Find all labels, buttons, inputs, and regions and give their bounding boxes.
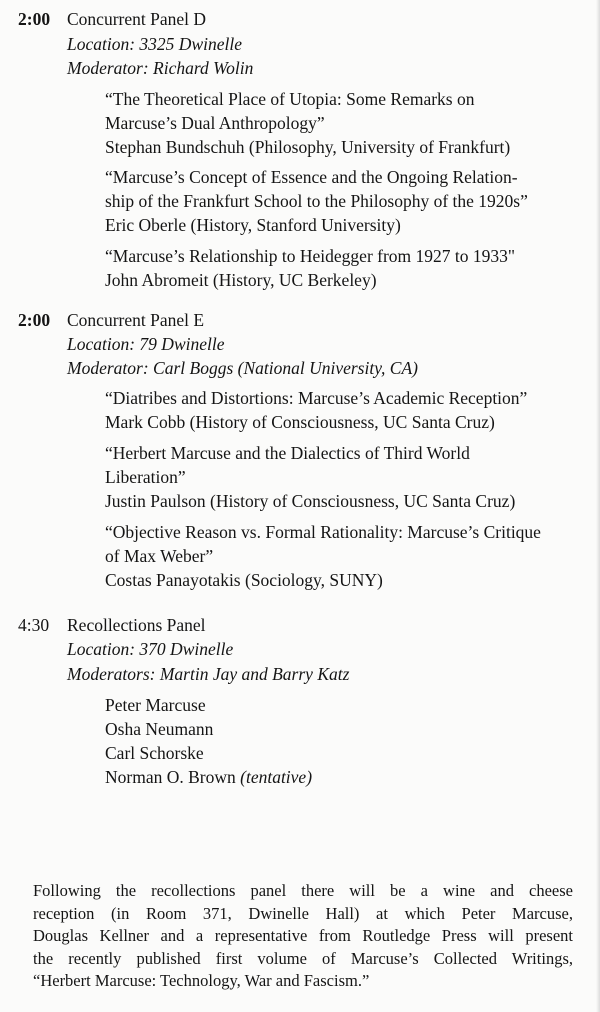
participant: Carl Schorske <box>105 743 204 763</box>
talk-speaker: Mark Cobb (History of Consciousness, UC Santa Cruz) <box>105 412 495 432</box>
panel-d-title: Concurrent Panel D <box>67 9 206 29</box>
panel-recollections-title: Recollections Panel <box>67 615 206 635</box>
closing-paragraph <box>33 880 573 993</box>
panel-e-title: Concurrent Panel E <box>67 310 205 330</box>
panel-e-time: 2:00 <box>18 310 51 330</box>
participant-with-note <box>105 766 312 788</box>
talk-title-line: Liberation” <box>105 467 186 487</box>
closing-line: reception (in Room 371, Dwinelle Hall) at which Peter Marcuse, <box>33 903 573 923</box>
talk-title-line: “Marcuse’s Relationship to Heidegger from 1927 to 1933" <box>105 246 516 266</box>
talk-title-line: “Diatribes and Distortions: Marcuse’s Academic Reception” <box>105 388 528 408</box>
panel-recollections-time: 4:30 <box>18 615 50 635</box>
talk-speaker: Justin Paulson (History of Consciousness, UC Santa Cruz) <box>105 491 516 511</box>
panel-e-location: Location: 79 Dwinelle <box>67 334 225 354</box>
participant: Norman O. Brown <box>105 767 236 787</box>
talk-title-line: “Marcuse’s Concept of Essence and the Ongoing Relation- <box>105 167 518 187</box>
talk-title-line: ship of the Frankfurt School to the Philosophy of the 1920s” <box>105 191 528 211</box>
participant: Osha Neumann <box>105 719 214 739</box>
panel-d-location: Location: 3325 Dwinelle <box>67 34 242 54</box>
talk-title-line: Marcuse’s Dual Anthropology” <box>105 113 325 133</box>
panel-d-moderator: Moderator: Richard Wolin <box>67 58 254 78</box>
closing-line: the recently published first volume of Marcuse’s Collected Writings, <box>33 948 573 968</box>
talk-title-line: of Max Weber” <box>105 546 214 566</box>
panel-recollections-moderator: Moderators: Martin Jay and Barry Katz <box>67 664 350 684</box>
talk-title-line: “Objective Reason vs. Formal Rationality: Marcuse’s Critique <box>105 522 541 542</box>
talk-title-line: “Herbert Marcuse and the Dialectics of Third World <box>105 443 470 463</box>
panel-d-time: 2:00 <box>18 9 51 29</box>
talk-speaker: John Abromeit (History, UC Berkeley) <box>105 270 377 290</box>
tentative-note: (tentative) <box>240 767 313 787</box>
page-edge-shadow <box>596 0 600 1012</box>
talk-speaker: Costas Panayotakis (Sociology, SUNY) <box>105 570 383 590</box>
closing-line: “Herbert Marcuse: Technology, War and Fascism.” <box>33 971 370 990</box>
closing-line: Douglas Kellner and a representative from Routledge Press will present <box>33 926 573 945</box>
closing-line: Following the recollections panel there will be a wine and cheese <box>33 881 573 900</box>
panel-recollections-location: Location: 370 Dwinelle <box>67 639 234 659</box>
panel-e-moderator: Moderator: Carl Boggs (National University, CA) <box>67 358 418 378</box>
talk-speaker: Eric Oberle (History, Stanford University) <box>105 215 401 235</box>
talk-speaker: Stephan Bundschuh (Philosophy, University of Frankfurt) <box>105 137 511 157</box>
participant: Peter Marcuse <box>105 695 206 715</box>
talk-title-line: “The Theoretical Place of Utopia: Some Remarks on <box>105 89 475 109</box>
